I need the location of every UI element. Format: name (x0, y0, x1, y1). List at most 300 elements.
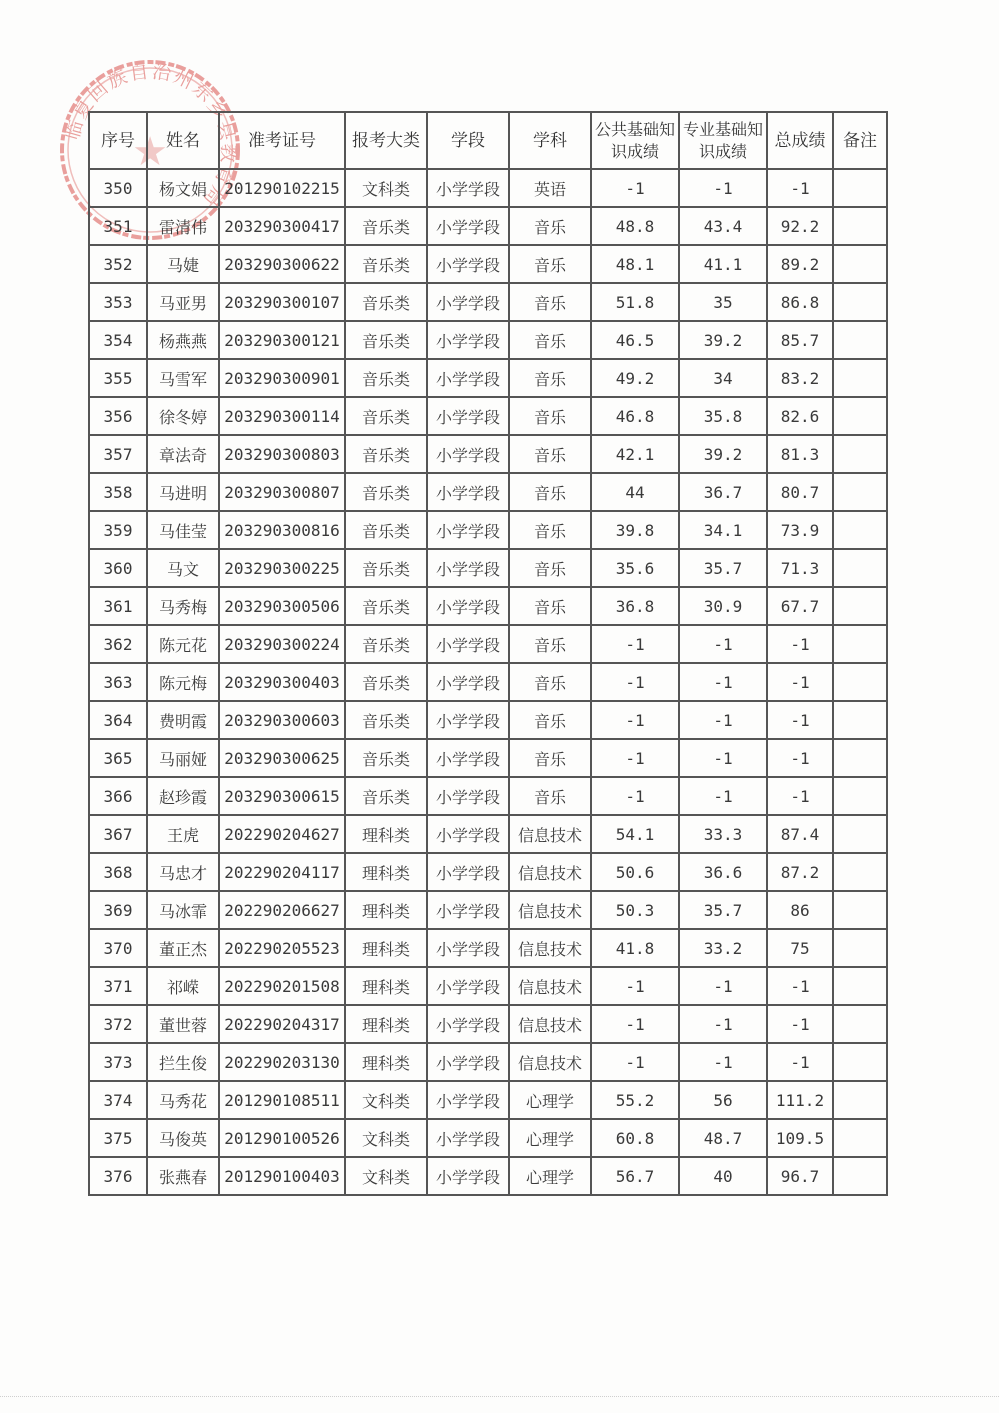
cell-prof-score: 33.3 (679, 815, 767, 853)
cell-name: 马秀花 (147, 1081, 219, 1119)
table-body (89, 169, 887, 1195)
cell-name: 杨文娟 (147, 169, 219, 207)
cell-remarks (833, 435, 887, 473)
table-row (89, 511, 887, 549)
table-row (89, 397, 887, 435)
header-seq: 序号 (89, 112, 147, 169)
cell-name: 马秀梅 (147, 587, 219, 625)
table-row (89, 1081, 887, 1119)
cell-stage: 小学学段 (427, 663, 509, 701)
cell-remarks (833, 359, 887, 397)
cell-category: 音乐类 (345, 777, 427, 815)
cell-prof-score: 30.9 (679, 587, 767, 625)
cell-category: 音乐类 (345, 663, 427, 701)
cell-exam-id: 202290205523 (219, 929, 345, 967)
cell-remarks (833, 321, 887, 359)
cell-subject: 信息技术 (509, 1005, 591, 1043)
cell-seq: 366 (89, 777, 147, 815)
cell-seq: 356 (89, 397, 147, 435)
cell-remarks (833, 587, 887, 625)
cell-name: 马亚男 (147, 283, 219, 321)
cell-category: 音乐类 (345, 321, 427, 359)
cell-prof-score: 41.1 (679, 245, 767, 283)
cell-remarks (833, 1157, 887, 1195)
cell-subject: 心理学 (509, 1119, 591, 1157)
cell-exam-id: 201290100403 (219, 1157, 345, 1195)
cell-subject: 音乐 (509, 207, 591, 245)
cell-category: 音乐类 (345, 473, 427, 511)
cell-remarks (833, 549, 887, 587)
cell-name: 费明霞 (147, 701, 219, 739)
cell-public-score: -1 (591, 1005, 679, 1043)
cell-seq: 370 (89, 929, 147, 967)
cell-seq: 358 (89, 473, 147, 511)
cell-name: 马忠才 (147, 853, 219, 891)
cell-remarks (833, 777, 887, 815)
cell-public-score: 56.7 (591, 1157, 679, 1195)
cell-subject: 音乐 (509, 511, 591, 549)
cell-total-score: 81.3 (767, 435, 833, 473)
cell-category: 音乐类 (345, 245, 427, 283)
cell-total-score: -1 (767, 663, 833, 701)
cell-remarks (833, 1043, 887, 1081)
cell-name: 杨燕燕 (147, 321, 219, 359)
cell-stage: 小学学段 (427, 397, 509, 435)
cell-seq: 372 (89, 1005, 147, 1043)
cell-stage: 小学学段 (427, 169, 509, 207)
cell-remarks (833, 853, 887, 891)
cell-name: 拦生俊 (147, 1043, 219, 1081)
cell-public-score: 55.2 (591, 1081, 679, 1119)
cell-seq: 375 (89, 1119, 147, 1157)
cell-name: 董世蓉 (147, 1005, 219, 1043)
cell-seq: 353 (89, 283, 147, 321)
header-category: 报考大类 (345, 112, 427, 169)
cell-remarks (833, 1005, 887, 1043)
cell-name: 王虎 (147, 815, 219, 853)
table-row (89, 587, 887, 625)
cell-category: 音乐类 (345, 625, 427, 663)
cell-category: 文科类 (345, 169, 427, 207)
cell-exam-id: 203290300417 (219, 207, 345, 245)
cell-stage: 小学学段 (427, 1119, 509, 1157)
cell-category: 理科类 (345, 967, 427, 1005)
table-row (89, 1005, 887, 1043)
cell-remarks (833, 739, 887, 777)
table-row (89, 701, 887, 739)
cell-seq: 352 (89, 245, 147, 283)
cell-category: 文科类 (345, 1081, 427, 1119)
svg-text:★: ★ (132, 129, 168, 175)
cell-name: 赵珍霞 (147, 777, 219, 815)
table-row (89, 321, 887, 359)
cell-seq: 376 (89, 1157, 147, 1195)
cell-name: 马婕 (147, 245, 219, 283)
cell-prof-score: 43.4 (679, 207, 767, 245)
cell-category: 音乐类 (345, 359, 427, 397)
cell-stage: 小学学段 (427, 1157, 509, 1195)
cell-remarks (833, 815, 887, 853)
cell-total-score: 86 (767, 891, 833, 929)
cell-public-score: -1 (591, 169, 679, 207)
cell-remarks (833, 1081, 887, 1119)
cell-prof-score: 34 (679, 359, 767, 397)
cell-public-score: -1 (591, 777, 679, 815)
cell-stage: 小学学段 (427, 283, 509, 321)
cell-stage: 小学学段 (427, 359, 509, 397)
cell-category: 文科类 (345, 1157, 427, 1195)
cell-stage: 小学学段 (427, 245, 509, 283)
cell-total-score: 109.5 (767, 1119, 833, 1157)
cell-prof-score: -1 (679, 739, 767, 777)
cell-prof-score: 33.2 (679, 929, 767, 967)
header-prof-score: 专业基础知识成绩 (679, 112, 767, 169)
cell-name: 马进明 (147, 473, 219, 511)
cell-stage: 小学学段 (427, 321, 509, 359)
cell-subject: 音乐 (509, 739, 591, 777)
cell-prof-score: -1 (679, 169, 767, 207)
cell-subject: 心理学 (509, 1157, 591, 1195)
cell-total-score: -1 (767, 1043, 833, 1081)
table-row (89, 1119, 887, 1157)
cell-public-score: 35.6 (591, 549, 679, 587)
cell-total-score: 71.3 (767, 549, 833, 587)
cell-seq: 350 (89, 169, 147, 207)
cell-remarks (833, 207, 887, 245)
cell-category: 音乐类 (345, 207, 427, 245)
cell-stage: 小学学段 (427, 701, 509, 739)
cell-subject: 音乐 (509, 625, 591, 663)
cell-name: 马俊英 (147, 1119, 219, 1157)
cell-prof-score: 35.7 (679, 549, 767, 587)
cell-subject: 音乐 (509, 435, 591, 473)
cell-subject: 信息技术 (509, 929, 591, 967)
seal-text: 临夏回族自治州东乡县教育局 (61, 60, 240, 212)
cell-seq: 364 (89, 701, 147, 739)
cell-name: 马丽娅 (147, 739, 219, 777)
cell-exam-id: 202290203130 (219, 1043, 345, 1081)
cell-prof-score: -1 (679, 701, 767, 739)
cell-public-score: 51.8 (591, 283, 679, 321)
cell-category: 理科类 (345, 891, 427, 929)
cell-public-score: -1 (591, 739, 679, 777)
cell-name: 祁嵘 (147, 967, 219, 1005)
cell-public-score: 49.2 (591, 359, 679, 397)
cell-prof-score: 34.1 (679, 511, 767, 549)
cell-exam-id: 202290204117 (219, 853, 345, 891)
cell-category: 音乐类 (345, 283, 427, 321)
cell-public-score: -1 (591, 1043, 679, 1081)
cell-exam-id: 202290206627 (219, 891, 345, 929)
cell-stage: 小学学段 (427, 625, 509, 663)
cell-public-score: 48.8 (591, 207, 679, 245)
cell-remarks (833, 891, 887, 929)
cell-prof-score: 39.2 (679, 435, 767, 473)
table-row (89, 625, 887, 663)
table-row (89, 207, 887, 245)
cell-seq: 373 (89, 1043, 147, 1081)
cell-seq: 354 (89, 321, 147, 359)
cell-name: 马佳莹 (147, 511, 219, 549)
cell-remarks (833, 701, 887, 739)
cell-name: 陈元梅 (147, 663, 219, 701)
cell-total-score: 86.8 (767, 283, 833, 321)
cell-public-score: 48.1 (591, 245, 679, 283)
cell-stage: 小学学段 (427, 473, 509, 511)
cell-seq: 359 (89, 511, 147, 549)
cell-prof-score: 36.7 (679, 473, 767, 511)
cell-total-score: -1 (767, 169, 833, 207)
cell-exam-id: 202290204627 (219, 815, 345, 853)
cell-stage: 小学学段 (427, 207, 509, 245)
cell-total-score: 89.2 (767, 245, 833, 283)
cell-prof-score: -1 (679, 663, 767, 701)
cell-remarks (833, 245, 887, 283)
cell-prof-score: 40 (679, 1157, 767, 1195)
cell-category: 音乐类 (345, 587, 427, 625)
cell-name: 张燕春 (147, 1157, 219, 1195)
cell-stage: 小学学段 (427, 1005, 509, 1043)
cell-subject: 音乐 (509, 283, 591, 321)
cell-public-score: 41.8 (591, 929, 679, 967)
cell-total-score: 85.7 (767, 321, 833, 359)
cell-stage: 小学学段 (427, 739, 509, 777)
table-row (89, 739, 887, 777)
cell-subject: 信息技术 (509, 853, 591, 891)
cell-seq: 363 (89, 663, 147, 701)
cell-category: 音乐类 (345, 397, 427, 435)
cell-stage: 小学学段 (427, 853, 509, 891)
cell-prof-score: -1 (679, 1005, 767, 1043)
cell-public-score: 44 (591, 473, 679, 511)
cell-total-score: 111.2 (767, 1081, 833, 1119)
cell-exam-id: 203290300121 (219, 321, 345, 359)
table-row (89, 169, 887, 207)
cell-name: 章法奇 (147, 435, 219, 473)
table-row (89, 929, 887, 967)
cell-total-score: 75 (767, 929, 833, 967)
cell-stage: 小学学段 (427, 929, 509, 967)
cell-public-score: 42.1 (591, 435, 679, 473)
cell-exam-id: 203290300224 (219, 625, 345, 663)
cell-subject: 信息技术 (509, 1043, 591, 1081)
cell-seq: 369 (89, 891, 147, 929)
cell-stage: 小学学段 (427, 891, 509, 929)
cell-exam-id: 203290300622 (219, 245, 345, 283)
cell-total-score: -1 (767, 625, 833, 663)
table-row (89, 1157, 887, 1195)
cell-seq: 374 (89, 1081, 147, 1119)
cell-seq: 362 (89, 625, 147, 663)
cell-prof-score: 39.2 (679, 321, 767, 359)
cell-exam-id: 201290102215 (219, 169, 345, 207)
cell-subject: 音乐 (509, 663, 591, 701)
cell-exam-id: 203290300803 (219, 435, 345, 473)
table-row (89, 663, 887, 701)
cell-stage: 小学学段 (427, 777, 509, 815)
cell-exam-id: 203290300901 (219, 359, 345, 397)
cell-seq: 360 (89, 549, 147, 587)
cell-subject: 音乐 (509, 245, 591, 283)
cell-subject: 音乐 (509, 473, 591, 511)
cell-total-score: -1 (767, 1005, 833, 1043)
cell-public-score: -1 (591, 625, 679, 663)
header-exam-id: 准考证号 (219, 112, 345, 169)
cell-public-score: -1 (591, 663, 679, 701)
cell-stage: 小学学段 (427, 511, 509, 549)
cell-prof-score: -1 (679, 625, 767, 663)
cell-seq: 361 (89, 587, 147, 625)
cell-category: 理科类 (345, 853, 427, 891)
header-public-score: 公共基础知识成绩 (591, 112, 679, 169)
cell-total-score: 67.7 (767, 587, 833, 625)
cell-subject: 信息技术 (509, 815, 591, 853)
cell-public-score: -1 (591, 967, 679, 1005)
cell-subject: 音乐 (509, 397, 591, 435)
cell-exam-id: 203290300603 (219, 701, 345, 739)
cell-stage: 小学学段 (427, 967, 509, 1005)
cell-remarks (833, 1119, 887, 1157)
header-total: 总成绩 (767, 112, 833, 169)
table-row (89, 853, 887, 891)
cell-stage: 小学学段 (427, 587, 509, 625)
cell-stage: 小学学段 (427, 1081, 509, 1119)
cell-seq: 371 (89, 967, 147, 1005)
score-table (88, 111, 888, 1196)
cell-exam-id: 203290300114 (219, 397, 345, 435)
cell-remarks (833, 473, 887, 511)
cell-category: 音乐类 (345, 435, 427, 473)
cell-category: 理科类 (345, 815, 427, 853)
cell-category: 理科类 (345, 1043, 427, 1081)
cell-public-score: 50.6 (591, 853, 679, 891)
cell-prof-score: -1 (679, 967, 767, 1005)
cell-prof-score: -1 (679, 1043, 767, 1081)
cell-exam-id: 202290204317 (219, 1005, 345, 1043)
cell-name: 陈元花 (147, 625, 219, 663)
table-row (89, 359, 887, 397)
table-row (89, 967, 887, 1005)
cell-remarks (833, 169, 887, 207)
cell-category: 理科类 (345, 929, 427, 967)
cell-name: 徐冬婷 (147, 397, 219, 435)
cell-total-score: 80.7 (767, 473, 833, 511)
cell-exam-id: 203290300816 (219, 511, 345, 549)
cell-name: 马文 (147, 549, 219, 587)
cell-prof-score: 35.7 (679, 891, 767, 929)
cell-total-score: -1 (767, 739, 833, 777)
cell-seq: 357 (89, 435, 147, 473)
cell-name: 马冰霏 (147, 891, 219, 929)
cell-remarks (833, 625, 887, 663)
cell-prof-score: 35 (679, 283, 767, 321)
cell-prof-score: 36.6 (679, 853, 767, 891)
cell-category: 音乐类 (345, 701, 427, 739)
cell-exam-id: 201290100526 (219, 1119, 345, 1157)
cell-total-score: 96.7 (767, 1157, 833, 1195)
cell-remarks (833, 283, 887, 321)
header-stage: 学段 (427, 112, 509, 169)
cell-exam-id: 201290108511 (219, 1081, 345, 1119)
cell-exam-id: 202290201508 (219, 967, 345, 1005)
cell-exam-id: 203290300403 (219, 663, 345, 701)
cell-category: 音乐类 (345, 511, 427, 549)
cell-total-score: 83.2 (767, 359, 833, 397)
cell-subject: 音乐 (509, 549, 591, 587)
cell-prof-score: 35.8 (679, 397, 767, 435)
header-remarks: 备注 (833, 112, 887, 169)
cell-subject: 心理学 (509, 1081, 591, 1119)
table-row (89, 815, 887, 853)
table-row (89, 283, 887, 321)
cell-seq: 367 (89, 815, 147, 853)
cell-category: 理科类 (345, 1005, 427, 1043)
table-row (89, 549, 887, 587)
table-row (89, 245, 887, 283)
cell-subject: 英语 (509, 169, 591, 207)
cell-subject: 音乐 (509, 777, 591, 815)
table-row (89, 777, 887, 815)
cell-total-score: 73.9 (767, 511, 833, 549)
cell-remarks (833, 929, 887, 967)
cell-exam-id: 203290300107 (219, 283, 345, 321)
cell-remarks (833, 397, 887, 435)
cell-public-score: 36.8 (591, 587, 679, 625)
cell-exam-id: 203290300225 (219, 549, 345, 587)
cell-stage: 小学学段 (427, 815, 509, 853)
cell-public-score: 39.8 (591, 511, 679, 549)
cell-subject: 音乐 (509, 587, 591, 625)
cell-public-score: -1 (591, 701, 679, 739)
cell-name: 雷清伟 (147, 207, 219, 245)
table-row (89, 473, 887, 511)
cell-seq: 351 (89, 207, 147, 245)
cell-prof-score: 48.7 (679, 1119, 767, 1157)
cell-exam-id: 203290300807 (219, 473, 345, 511)
cell-total-score: -1 (767, 967, 833, 1005)
cell-public-score: 46.8 (591, 397, 679, 435)
table-row (89, 435, 887, 473)
cell-stage: 小学学段 (427, 435, 509, 473)
cell-total-score: 82.6 (767, 397, 833, 435)
cell-subject: 音乐 (509, 701, 591, 739)
cell-prof-score: 56 (679, 1081, 767, 1119)
cell-subject: 音乐 (509, 359, 591, 397)
cell-name: 马雪军 (147, 359, 219, 397)
cell-category: 音乐类 (345, 549, 427, 587)
cell-seq: 365 (89, 739, 147, 777)
cell-remarks (833, 511, 887, 549)
cell-prof-score: -1 (679, 777, 767, 815)
cell-public-score: 60.8 (591, 1119, 679, 1157)
cell-public-score: 50.3 (591, 891, 679, 929)
table-row (89, 891, 887, 929)
cell-subject: 音乐 (509, 321, 591, 359)
cell-total-score: -1 (767, 777, 833, 815)
cell-stage: 小学学段 (427, 1043, 509, 1081)
header-name: 姓名 (147, 112, 219, 169)
cell-exam-id: 203290300506 (219, 587, 345, 625)
cell-exam-id: 203290300615 (219, 777, 345, 815)
cell-seq: 368 (89, 853, 147, 891)
table-row (89, 1043, 887, 1081)
cell-total-score: 92.2 (767, 207, 833, 245)
cell-public-score: 54.1 (591, 815, 679, 853)
cell-remarks (833, 967, 887, 1005)
table-header-row (89, 112, 887, 169)
cell-total-score: -1 (767, 701, 833, 739)
cell-public-score: 46.5 (591, 321, 679, 359)
